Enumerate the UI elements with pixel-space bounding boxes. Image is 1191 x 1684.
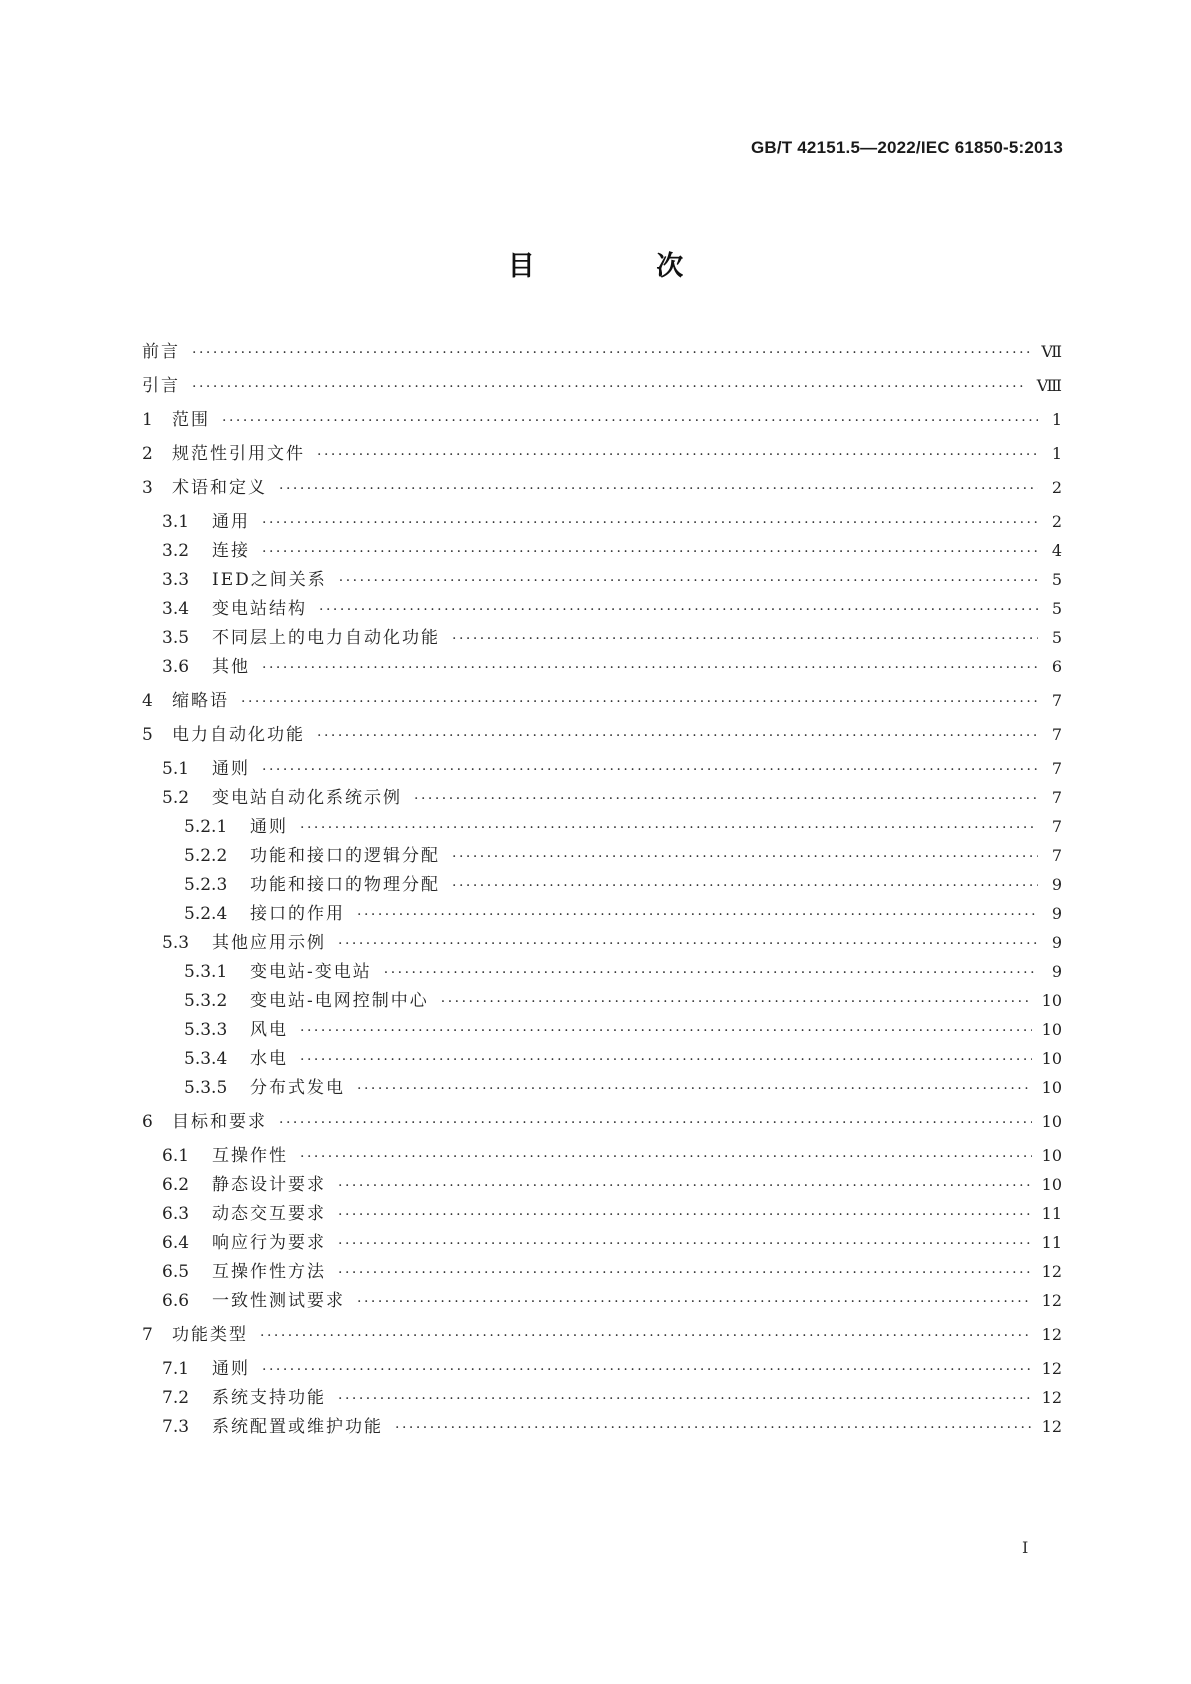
toc-entry-page: 9 [1051, 962, 1062, 981]
dot-leader [338, 1232, 1032, 1256]
dot-leader [414, 787, 1038, 811]
toc-entry-title: 电力自动化功能 [172, 725, 305, 745]
toc-entry-number: 7 [142, 1325, 153, 1345]
dot-leader [357, 1290, 1032, 1314]
toc-entry-page: 2 [1051, 512, 1062, 531]
dot-leader [317, 724, 1038, 748]
toc-entry-page: 7 [1051, 759, 1062, 778]
toc-entry-page: 1 [1051, 444, 1062, 463]
dot-leader [395, 1416, 1032, 1440]
toc-entry-number: 5.2.2 [184, 846, 228, 866]
toc-entry[interactable] [142, 844, 1062, 868]
dot-leader [357, 903, 1038, 927]
toc-entry[interactable] [142, 1018, 1062, 1042]
toc-entry-title: 功能和接口的逻辑分配 [250, 846, 440, 866]
toc-entry-number: 3.5 [162, 628, 190, 648]
toc-entry[interactable] [142, 655, 1062, 679]
toc-entry[interactable] [142, 723, 1062, 747]
dot-leader [192, 341, 1031, 365]
toc-entry[interactable] [142, 1260, 1062, 1284]
dot-leader [241, 690, 1038, 714]
dot-leader [317, 443, 1038, 467]
dot-leader [338, 1174, 1032, 1198]
toc-entry-page: 7 [1051, 817, 1062, 836]
toc-entry-number: 5 [142, 725, 153, 745]
toc-entry-title: 其他应用示例 [212, 933, 326, 953]
toc-entry[interactable] [142, 1173, 1062, 1197]
toc-entry-title: 变电站结构 [212, 599, 307, 619]
toc-entry-title: 分布式发电 [250, 1078, 345, 1098]
toc-entry[interactable] [142, 1231, 1062, 1255]
toc-entry-page: 7 [1051, 846, 1062, 865]
toc-entry-number: 3.4 [162, 599, 190, 619]
toc-entry-page: 9 [1051, 933, 1062, 952]
toc-entry-title: 变电站自动化系统示例 [212, 788, 402, 808]
dot-leader [338, 932, 1038, 956]
toc-entry[interactable] [142, 1202, 1062, 1226]
dot-leader [300, 816, 1038, 840]
toc-entry-title: 通则 [212, 759, 250, 779]
dot-leader [338, 1387, 1032, 1411]
toc-entry-number: 4 [142, 691, 153, 711]
toc-entry-number: 3.6 [162, 657, 190, 677]
dot-leader [338, 1261, 1032, 1285]
toc-entry-number: 7.3 [162, 1417, 190, 1437]
toc-entry[interactable] [142, 1415, 1062, 1439]
toc-entry[interactable] [142, 340, 1062, 364]
toc-entry-number: 6.2 [162, 1175, 190, 1195]
toc-entry[interactable] [142, 408, 1062, 432]
toc-entry-number: 5.1 [162, 759, 190, 779]
dot-leader [262, 1358, 1032, 1382]
dot-leader [279, 477, 1038, 501]
toc-entry-title: IED之间关系 [212, 570, 327, 590]
dot-leader [279, 1111, 1032, 1135]
toc-entry-page: 10 [1041, 1146, 1062, 1165]
toc-entry-page: 5 [1051, 628, 1062, 647]
toc-entry[interactable] [142, 597, 1062, 621]
dot-leader [452, 627, 1038, 651]
toc-entry-page: 7 [1051, 725, 1062, 744]
toc-entry-page: 7 [1051, 788, 1062, 807]
dot-leader [262, 656, 1038, 680]
toc-entry[interactable] [142, 1386, 1062, 1410]
toc-entry-number: 6 [142, 1112, 153, 1132]
dot-leader [319, 598, 1038, 622]
toc-entry[interactable] [142, 902, 1062, 926]
toc-entry-page: 9 [1051, 904, 1062, 923]
toc-entry-page: 12 [1041, 1359, 1062, 1378]
toc-entry-page: 5 [1051, 599, 1062, 618]
toc-entry[interactable] [142, 931, 1062, 955]
toc-entry[interactable] [142, 1323, 1062, 1347]
toc-entry[interactable] [142, 689, 1062, 713]
toc-entry[interactable] [142, 757, 1062, 781]
toc-entry-title: 通则 [212, 1359, 250, 1379]
toc-entry-number: 6.1 [162, 1146, 190, 1166]
toc-entry-page: 7 [1051, 691, 1062, 710]
toc-entry[interactable] [142, 476, 1062, 500]
dot-leader [441, 990, 1032, 1014]
toc-entry[interactable] [142, 786, 1062, 810]
toc-entry-page: 6 [1051, 657, 1062, 676]
toc-entry-title: 变电站-变电站 [250, 962, 372, 982]
toc-entry-page: 9 [1051, 875, 1062, 894]
toc-entry[interactable] [142, 960, 1062, 984]
toc-entry-number: 7.1 [162, 1359, 190, 1379]
toc-entry-title: 功能和接口的物理分配 [250, 875, 440, 895]
toc-entry-page: 12 [1041, 1262, 1062, 1281]
toc-entry-title: 动态交互要求 [212, 1204, 326, 1224]
toc-entry-page: 12 [1041, 1417, 1062, 1436]
toc-entry-number: 5.3 [162, 933, 190, 953]
toc-entry-page: Ⅷ [1036, 376, 1062, 395]
toc-entry[interactable] [142, 1076, 1062, 1100]
toc-entry-number: 6.5 [162, 1262, 190, 1282]
dot-leader [452, 874, 1038, 898]
toc-entry-number: 5.2 [162, 788, 190, 808]
toc-entry-title: 缩略语 [172, 691, 229, 711]
dot-leader [222, 409, 1038, 433]
toc-entry-number: 5.3.2 [184, 991, 228, 1011]
toc-entry-title: 引言 [142, 376, 180, 396]
toc-entry[interactable] [142, 815, 1062, 839]
toc-entry-number: 2 [142, 444, 153, 464]
toc-entry-title: 其他 [212, 657, 250, 677]
toc-entry-page: 10 [1041, 1049, 1062, 1068]
toc-entry-page: 1 [1051, 410, 1062, 429]
toc-entry-title: 通则 [250, 817, 288, 837]
dot-leader [338, 1203, 1032, 1227]
toc-entry-page: 12 [1041, 1388, 1062, 1407]
toc-entry[interactable] [142, 1110, 1062, 1134]
toc-heading: 目 次 [507, 251, 740, 282]
toc-entry-title: 不同层上的电力自动化功能 [212, 628, 440, 648]
toc-entry[interactable] [142, 989, 1062, 1013]
toc-entry[interactable] [142, 1047, 1062, 1071]
toc-entry-title: 术语和定义 [172, 478, 267, 498]
dot-leader [260, 1324, 1032, 1348]
toc-entry-title: 水电 [250, 1049, 288, 1069]
dot-leader [339, 569, 1038, 593]
toc-entry-title: 互操作性方法 [212, 1262, 326, 1282]
toc-entry-title: 变电站-电网控制中心 [250, 991, 429, 1011]
toc-entry-number: 6.6 [162, 1291, 190, 1311]
dot-leader [262, 758, 1038, 782]
dot-leader [300, 1145, 1032, 1169]
toc-entry-number: 6.4 [162, 1233, 190, 1253]
toc-entry-number: 3.1 [162, 512, 190, 532]
standard-code: GB/T 42151.5—2022/IEC 61850-5:2013 [750, 138, 1063, 157]
toc-entry-number: 6.3 [162, 1204, 190, 1224]
toc-entry-page: 12 [1041, 1325, 1062, 1344]
toc-entry-page: 10 [1041, 1078, 1062, 1097]
toc-entry-page: 5 [1051, 570, 1062, 589]
toc-entry-page: 12 [1041, 1291, 1062, 1310]
toc-entry-title: 响应行为要求 [212, 1233, 326, 1253]
dot-leader [357, 1077, 1032, 1101]
toc-entry-page: 2 [1051, 478, 1062, 497]
toc-entry-number: 5.3.3 [184, 1020, 228, 1040]
toc-entry-title: 风电 [250, 1020, 288, 1040]
toc-entry-page: 4 [1051, 541, 1062, 560]
toc-entry-page: Ⅶ [1041, 342, 1062, 361]
toc-entry[interactable] [142, 873, 1062, 897]
toc-entry-number: 5.3.5 [184, 1078, 228, 1098]
toc-entry-number: 5.3.1 [184, 962, 228, 982]
toc-entry-number: 1 [142, 410, 153, 430]
toc-entry[interactable] [142, 1357, 1062, 1381]
toc-entry[interactable] [142, 374, 1062, 398]
toc-entry[interactable] [142, 442, 1062, 466]
dot-leader [300, 1019, 1032, 1043]
toc-entry-title: 目标和要求 [172, 1112, 267, 1132]
toc-entry-title: 前言 [142, 342, 180, 362]
dot-leader [384, 961, 1038, 985]
toc-entry-title: 静态设计要求 [212, 1175, 326, 1195]
toc-entry[interactable] [142, 1144, 1062, 1168]
toc-entry-title: 系统支持功能 [212, 1388, 326, 1408]
toc-entry-number: 5.2.4 [184, 904, 228, 924]
toc-entry[interactable] [142, 626, 1062, 650]
toc-entry-title: 通用 [212, 512, 250, 532]
toc-entry-number: 7.2 [162, 1388, 190, 1408]
toc-entry-title: 规范性引用文件 [172, 444, 305, 464]
toc-entry-number: 5.3.4 [184, 1049, 228, 1069]
dot-leader [262, 511, 1038, 535]
toc-entry-title: 接口的作用 [250, 904, 345, 924]
dot-leader [192, 375, 1027, 399]
toc-entry-number: 3.2 [162, 541, 190, 561]
toc-entry[interactable] [142, 510, 1062, 534]
dot-leader [300, 1048, 1032, 1072]
toc-entry-title: 系统配置或维护功能 [212, 1417, 383, 1437]
toc-entry[interactable] [142, 1289, 1062, 1313]
dot-leader [262, 540, 1038, 564]
toc-entry-title: 功能类型 [172, 1325, 248, 1345]
toc-entry-page: 10 [1041, 991, 1062, 1010]
toc-entry-title: 连接 [212, 541, 250, 561]
toc-entry-number: 5.2.3 [184, 875, 228, 895]
toc-entry-title: 一致性测试要求 [212, 1291, 345, 1311]
toc-entry-number: 5.2.1 [184, 817, 228, 837]
toc-entry[interactable] [142, 568, 1062, 592]
page-number: I [1022, 1538, 1029, 1557]
toc-entry-title: 范围 [172, 410, 210, 430]
toc-entry-page: 10 [1041, 1020, 1062, 1039]
toc-entry-page: 11 [1041, 1233, 1062, 1252]
toc-entry-page: 11 [1041, 1204, 1062, 1223]
toc-entry-page: 10 [1041, 1175, 1062, 1194]
toc-entry-number: 3.3 [162, 570, 190, 590]
toc-entry-title: 互操作性 [212, 1146, 288, 1166]
dot-leader [452, 845, 1038, 869]
toc-entry[interactable] [142, 539, 1062, 563]
toc-entry-number: 3 [142, 478, 153, 498]
toc-entry-page: 10 [1041, 1112, 1062, 1131]
